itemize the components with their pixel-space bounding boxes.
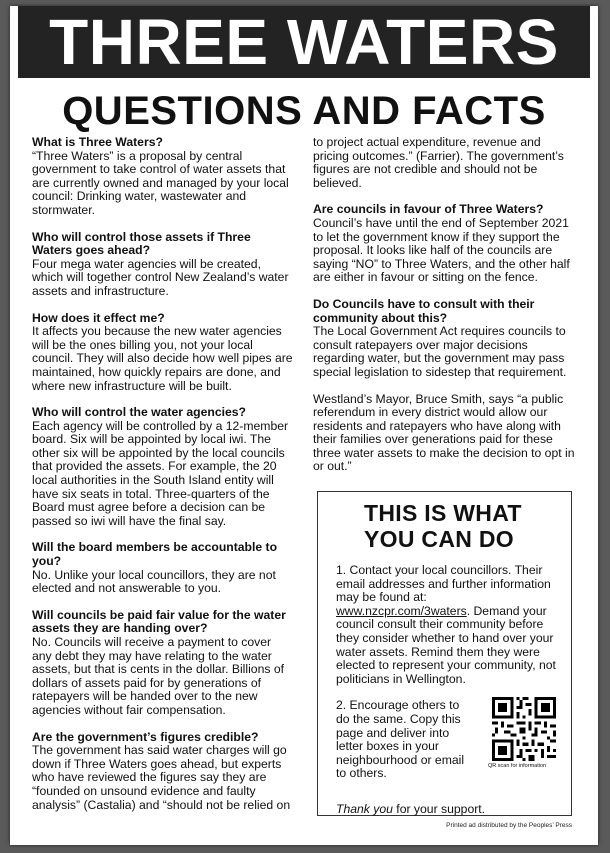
question: Will councils be paid fair value for the water assets they are handing over? bbox=[32, 607, 286, 636]
question: How does it effect me? bbox=[32, 310, 165, 325]
call-to-action-box bbox=[317, 491, 572, 816]
step-2-row bbox=[336, 699, 561, 791]
footer-credit: Printed ad distributed by the Peoples’ Press bbox=[446, 822, 572, 829]
step-2: 2. Encourage others to do the same. Copy this page and deliver into letter boxes in your neighbourhood or email to others. bbox=[336, 698, 465, 781]
answer: Council’s have until the end of September 2021 to let the government know if they support the proposal. It looks like half of the councils are saying “NO” to Three Waters, and the other half are either in favour or sitting on the fence. bbox=[313, 215, 570, 285]
qr-block bbox=[488, 697, 568, 770]
answer: Each agency will be controlled by a 12-member board. Six will be appointed by local iwi. The other six will be appointed by the local councils that provided the assets. For example, the 20 local authorities in the South Island entity will have six seats in total. Three-quarters of the Board must agree before a decision can be passed so iwi will have the final say. bbox=[32, 418, 289, 528]
question: Are councils in favour of Three Waters? bbox=[313, 202, 544, 217]
qa-block bbox=[32, 231, 294, 299]
answer: “Three Waters” is a proposal by central government to take control of water assets that are currently owned and managed by your local council: Drinking water, wastewater and stormwater. bbox=[32, 148, 289, 217]
qa-block bbox=[32, 731, 294, 813]
answer-continuation: to project actual expenditure, revenue and pricing outcomes.” (Farrier). The government’s figures are not credible and should not be believed. bbox=[313, 135, 564, 190]
step-1 bbox=[336, 564, 561, 686]
qa-block bbox=[32, 406, 294, 528]
question: Will the board members be accountable to you? bbox=[32, 540, 278, 569]
mayor-quote: Westland’s Mayor, Bruce Smith, says “a public referendum in every district would allow our residents and ratepayers who have along with their families over generations paid for these three water assets to make the decision to opt in or out.” bbox=[313, 391, 575, 474]
thanks-line bbox=[336, 803, 561, 817]
question: Do Councils have to consult with their community about this? bbox=[313, 296, 535, 325]
qa-block bbox=[32, 609, 294, 718]
right-column bbox=[313, 136, 575, 487]
qr-code-icon[interactable] bbox=[492, 697, 556, 761]
thanks-emphasis: Thank you bbox=[336, 802, 393, 817]
answer: No. Unlike your local councillors, they are not elected and not answerable to you. bbox=[32, 567, 276, 596]
answer: The Local Government Act requires councils to consult ratepayers over major decisions regarding water, but the government may pass special legislation to sidestep that requirement. bbox=[313, 324, 567, 379]
left-column bbox=[32, 136, 294, 825]
callout-title-line: THIS IS WHAT bbox=[364, 500, 522, 526]
answer: Four mega water agencies will be created, which will together control New Zealand’s water assets and infrastructure. bbox=[32, 256, 289, 298]
qa-block bbox=[32, 541, 294, 595]
page-title: THREE WATERS bbox=[18, 6, 590, 78]
qa-block bbox=[313, 298, 575, 380]
question: What is Three Waters? bbox=[32, 135, 163, 149]
question: Are the government’s figures credible? bbox=[32, 729, 259, 744]
answer: No. Councils will receive a payment to cover any debt they may have relating to the water assets, but that is cents in the dollar. Billions of dollars of assets paid for by generations of ratepayers will be handed over to the new agencies without fair compensation. bbox=[32, 635, 285, 717]
answer: The government has said water charges will go down if Three Waters goes ahead, but experts who have reviewed the figures say they are “founded on unsound evidence and faulty analysis” (Castalia) and “should not be relied on bbox=[32, 743, 291, 812]
question: Who will control those assets if Three Waters goes ahead? bbox=[32, 229, 251, 258]
flyer-page bbox=[10, 6, 598, 845]
website-link[interactable]: www.nzcpr.com/3waters bbox=[336, 603, 467, 618]
question: Who will control the water agencies? bbox=[32, 405, 246, 420]
qa-block bbox=[32, 136, 294, 218]
step-1-text: 1. Contact your local councillors. Their email addresses and further information may be found at: bbox=[336, 563, 551, 605]
qa-block bbox=[313, 203, 575, 285]
qa-block bbox=[32, 312, 294, 394]
page-subtitle: QUESTIONS AND FACTS bbox=[62, 89, 546, 133]
thanks-text: for your support. bbox=[392, 802, 486, 817]
answer: It affects you because the new water agencies will be the ones billing you, not your local council. They will also decide how well pipes are maintained, how quickly repairs are done, and where new infrastructure will be built. bbox=[32, 324, 293, 393]
step-1-text-continued: . Demand your council consult their community before they consider whether to hand over your water assets. Remind them they were elected to represent your community, not politicians in Wellington. bbox=[336, 603, 556, 686]
qr-caption: QR scan for information bbox=[488, 763, 547, 770]
callout-title bbox=[364, 500, 561, 552]
callout-title-line: YOU CAN DO bbox=[364, 526, 514, 552]
